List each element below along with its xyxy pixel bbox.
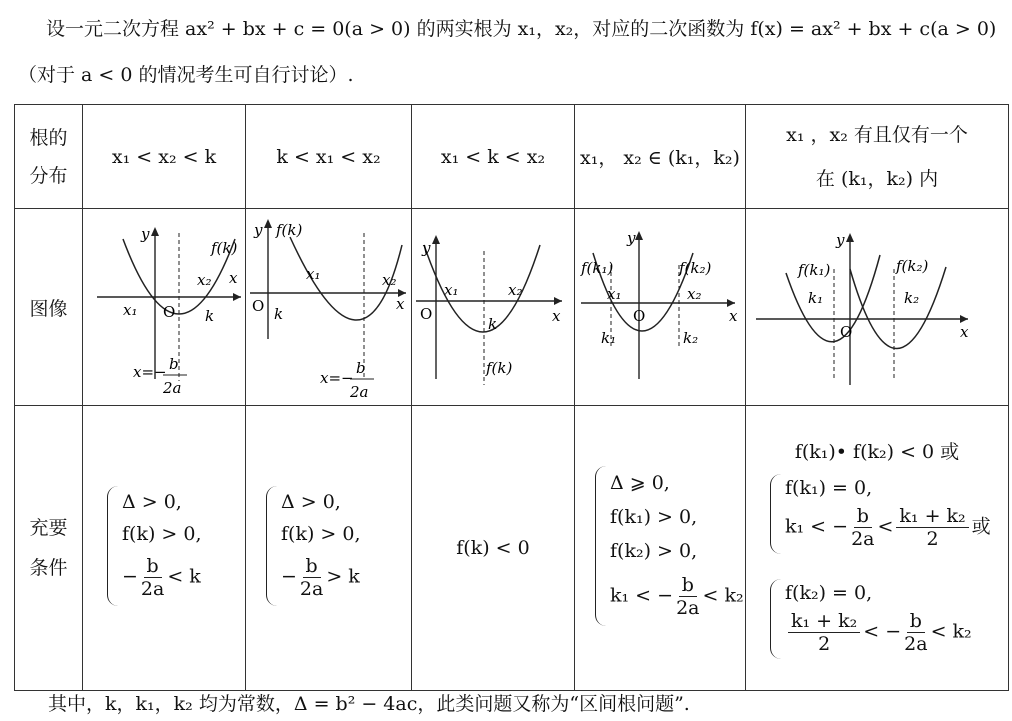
g1-x2: x₂ xyxy=(197,271,212,289)
graph-row xyxy=(15,209,1009,406)
graph-cell-5 xyxy=(746,209,1009,406)
g4-fk1: f(k₁) xyxy=(581,259,614,277)
brace-5a xyxy=(770,474,781,554)
brace-5b xyxy=(770,579,781,659)
g1-x1: x₁ xyxy=(123,301,138,319)
g1-x: x xyxy=(229,269,238,287)
col-header-3: x₁ < k < x₂ xyxy=(412,105,575,209)
g4-fk2: f(k₂) xyxy=(679,259,712,277)
g3-x: x xyxy=(552,307,561,325)
g2-den: 2a xyxy=(350,383,369,401)
intro-line-2: （对于 a < 0 的情况考生可自行讨论）. xyxy=(18,64,354,86)
g4-x: x xyxy=(729,307,738,325)
row-header-graph: 图像 xyxy=(15,209,83,406)
intro-text xyxy=(18,6,1003,98)
graph-cell-1 xyxy=(83,209,246,406)
graph-cell-4 xyxy=(575,209,746,406)
g3-x2: x₂ xyxy=(508,281,523,299)
g5-fk2: f(k₂) xyxy=(896,257,929,275)
col-header-2: k < x₁ < x₂ xyxy=(246,105,412,209)
g5-y: y xyxy=(836,231,845,249)
g3-k: k xyxy=(488,315,498,333)
g4-k1: k₁ xyxy=(601,329,617,347)
g2-axis-eq: x=− xyxy=(320,369,354,387)
g3-x1: x₁ xyxy=(444,281,459,299)
g3-y: y xyxy=(422,239,431,257)
g1-fk: f(k) xyxy=(211,239,238,257)
col-header-1: x₁ < x₂ < k xyxy=(83,105,246,209)
cond-cell-1: Δ > 0, f(k) > 0, − $\frac{b}{2a}$ < k xyxy=(83,406,246,691)
g1-den: 2a xyxy=(163,379,182,397)
footer-note: 其中，k，k₁，k₂ 均为常数，Δ = b² − 4ac，此类问题又称为“区间根问题”. xyxy=(48,693,690,715)
graph-4 xyxy=(575,209,745,405)
cond-cell-2: Δ > 0, f(k) > 0, − $\frac{b}{2a}$ > k xyxy=(246,406,412,691)
g4-x2: x₂ xyxy=(687,285,702,303)
header-row xyxy=(15,105,1009,209)
g2-y: y xyxy=(254,221,263,239)
g5-k2: k₂ xyxy=(904,289,920,307)
graph-cell-2 xyxy=(246,209,412,406)
graph-cell-3 xyxy=(412,209,575,406)
g1-k: k xyxy=(205,307,215,325)
brace-2 xyxy=(266,486,277,606)
g5-x: x xyxy=(960,323,969,341)
intro-line-1: 设一元二次方程 ax² + bx + c = 0(a > 0) 的两实根为 x₁，x₂，对应的二次函数为 f(x) = ax² + bx + c(a > 0) xyxy=(46,18,997,40)
brace-1 xyxy=(107,486,118,606)
col-header-5: x₁ ，x₂ 有且仅有一个 在 (k₁，k₂) 内 xyxy=(746,105,1009,209)
brace-4 xyxy=(595,466,606,626)
g5-k1: k₁ xyxy=(808,289,824,307)
g2-k: k xyxy=(274,305,284,323)
g3-o: O xyxy=(420,305,433,323)
row-header-distribution: 根的分布 xyxy=(15,105,83,209)
g2-fk: f(k) xyxy=(276,221,303,239)
g4-y: y xyxy=(627,229,636,247)
root-distribution-table xyxy=(14,104,1009,691)
g2-o: O xyxy=(252,297,265,315)
g5-o: O xyxy=(840,323,853,341)
row-header-condition: 充要条件 xyxy=(15,406,83,691)
cond-cell-4: Δ ⩾ 0, f(k₁) > 0, f(k₂) > 0, k₁ < − $\frac{b}{2a}$ < k₂ xyxy=(575,406,746,691)
g1-num: b xyxy=(169,355,179,373)
g2-num: b xyxy=(356,359,366,377)
col-header-4: x₁， x₂ ∈ (k₁，k₂) xyxy=(575,105,746,209)
cond-cell-3: f(k) < 0 xyxy=(412,406,575,691)
g4-o: O xyxy=(633,307,646,325)
graph-1 xyxy=(83,209,245,405)
g5-fk1: f(k₁) xyxy=(798,261,831,279)
g3-fk: f(k) xyxy=(486,359,513,377)
g2-x1: x₁ xyxy=(306,265,321,283)
cond-cell-5: f(k₁)• f(k₂) < 0 或 f(k₁) = 0, k₁ < − $\frac{b}{2a}$ < $\frac{\text{k₁ + k₂}}{2}$ 或 f(k₂) = 0, $\frac{\text{k₁ + k₂}}{2}$ < − $\frac{b}{2a}$ < k₂ xyxy=(746,406,1009,691)
g4-x1: x₁ xyxy=(607,285,622,303)
graph-5 xyxy=(746,209,1008,405)
g1-axis-eq: x=− xyxy=(133,363,167,381)
graph-3 xyxy=(412,209,574,405)
g1-y: y xyxy=(141,225,150,243)
g2-x2: x₂ xyxy=(382,271,397,289)
g1-o: O xyxy=(163,303,176,321)
g4-k2: k₂ xyxy=(683,329,699,347)
g2-x: x xyxy=(396,295,405,313)
graph-2 xyxy=(246,209,411,405)
cond5-top: f(k₁)• f(k₂) < 0 或 xyxy=(794,440,960,463)
condition-row xyxy=(15,406,1009,691)
